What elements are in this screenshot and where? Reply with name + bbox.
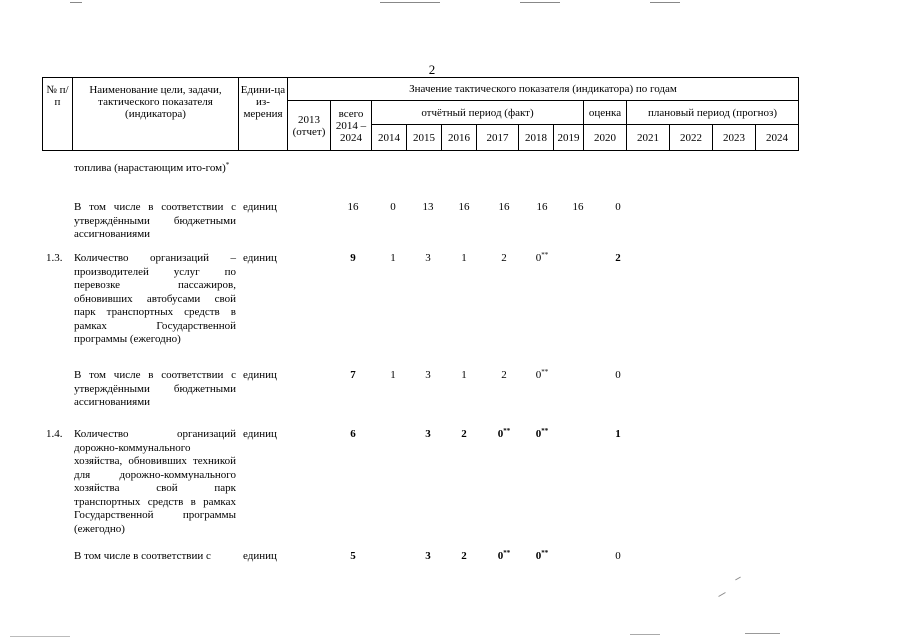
row-unit: единиц <box>243 201 277 213</box>
row-unit: единиц <box>243 369 277 381</box>
header-values-title: Значение тактического показателя (индикатора) по годам <box>288 78 799 101</box>
cell-2018: 0** <box>535 427 549 440</box>
header-year: 2016 <box>442 125 477 151</box>
cell-2017: 0** <box>497 549 511 562</box>
cell-2016: 1 <box>461 252 467 264</box>
cell-2014: 0 <box>390 201 396 213</box>
header-year: 2022 <box>670 125 713 151</box>
header-year: 2024 <box>756 125 799 151</box>
cell-2015: 3 <box>425 252 431 264</box>
cell-2017: 16 <box>498 201 510 213</box>
cell-2017: 0** <box>497 427 511 440</box>
cell-total: 16 <box>347 201 359 213</box>
cell-2018: 0** <box>535 368 549 381</box>
header-unit: Едини-ца из-мерения <box>239 78 288 151</box>
cell-2020: 0 <box>615 201 621 213</box>
table-header <box>42 77 799 151</box>
cell-2018: 0** <box>535 251 549 264</box>
cell-2017: 2 <box>501 369 507 381</box>
header-2013: 2013 (отчет) <box>288 101 331 151</box>
cell-2019: 16 <box>572 201 584 213</box>
cell-2017: 2 <box>501 252 507 264</box>
cell-total: 6 <box>350 428 356 440</box>
header-year: 2019 <box>554 125 584 151</box>
header-plan-period: плановый период (прогноз) <box>627 101 799 125</box>
header-fact-period: отчётный период (факт) <box>372 101 584 125</box>
header-year: 2015 <box>407 125 442 151</box>
cell-2016: 2 <box>461 550 467 562</box>
row-name: В том числе в соответствии с утверждёнными бюджетными ассигнованиями <box>74 369 236 408</box>
row-name: В том числе в соответствии с утверждёнными бюджетными ассигнованиями <box>74 201 236 240</box>
row-name: В том числе в соответствии с <box>74 550 211 562</box>
cell-2018: 0** <box>535 549 549 562</box>
cell-2020: 0 <box>615 369 621 381</box>
header-total: всего 2014 – 2024 <box>331 101 372 151</box>
page-number: 2 <box>428 62 436 77</box>
header-year: 2020 <box>584 125 627 151</box>
cell-total: 9 <box>350 252 356 264</box>
cell-2018: 16 <box>536 201 548 213</box>
header-year: 2017 <box>477 125 519 151</box>
cell-2016: 16 <box>458 201 470 213</box>
cell-2020: 2 <box>615 252 621 264</box>
cell-2014: 1 <box>390 252 396 264</box>
row-name: топлива (нарастающим ито-гом)* <box>74 161 230 174</box>
cell-2015: 3 <box>425 428 431 440</box>
cell-total: 7 <box>350 369 356 381</box>
row-name: Количество организаций – производителей услуг по перевозке пассажиров, обновивших автобусами свой парк транспортных средств в рамках Государственной программы (ежегодно) <box>74 252 236 345</box>
header-num: № п/п <box>43 78 73 151</box>
header-year: 2023 <box>713 125 756 151</box>
cell-2016: 2 <box>461 428 467 440</box>
row-name: Количество организаций дорожно-коммунального хозяйства, обновивших техникой для дорожно-коммунального хозяйства свой парк транспортных средств в рамках Государственной программы (ежегодно) <box>74 428 236 535</box>
row-num: 1.3. <box>46 252 63 264</box>
row-unit: единиц <box>243 252 277 264</box>
cell-2015: 3 <box>425 369 431 381</box>
cell-2014: 1 <box>390 369 396 381</box>
cell-2020: 0 <box>615 550 621 562</box>
row-unit: единиц <box>243 428 277 440</box>
header-year: 2021 <box>627 125 670 151</box>
header-name: Наименование цели, задачи, тактического показателя (индикатора) <box>73 78 239 151</box>
header-year: 2018 <box>519 125 554 151</box>
cell-2015: 13 <box>422 201 434 213</box>
cell-2015: 3 <box>425 550 431 562</box>
cell-2016: 1 <box>461 369 467 381</box>
header-year: 2014 <box>372 125 407 151</box>
cell-2020: 1 <box>615 428 621 440</box>
row-num: 1.4. <box>46 428 63 440</box>
cell-total: 5 <box>350 550 356 562</box>
header-estimate: оценка <box>584 101 627 125</box>
row-unit: единиц <box>243 550 277 562</box>
